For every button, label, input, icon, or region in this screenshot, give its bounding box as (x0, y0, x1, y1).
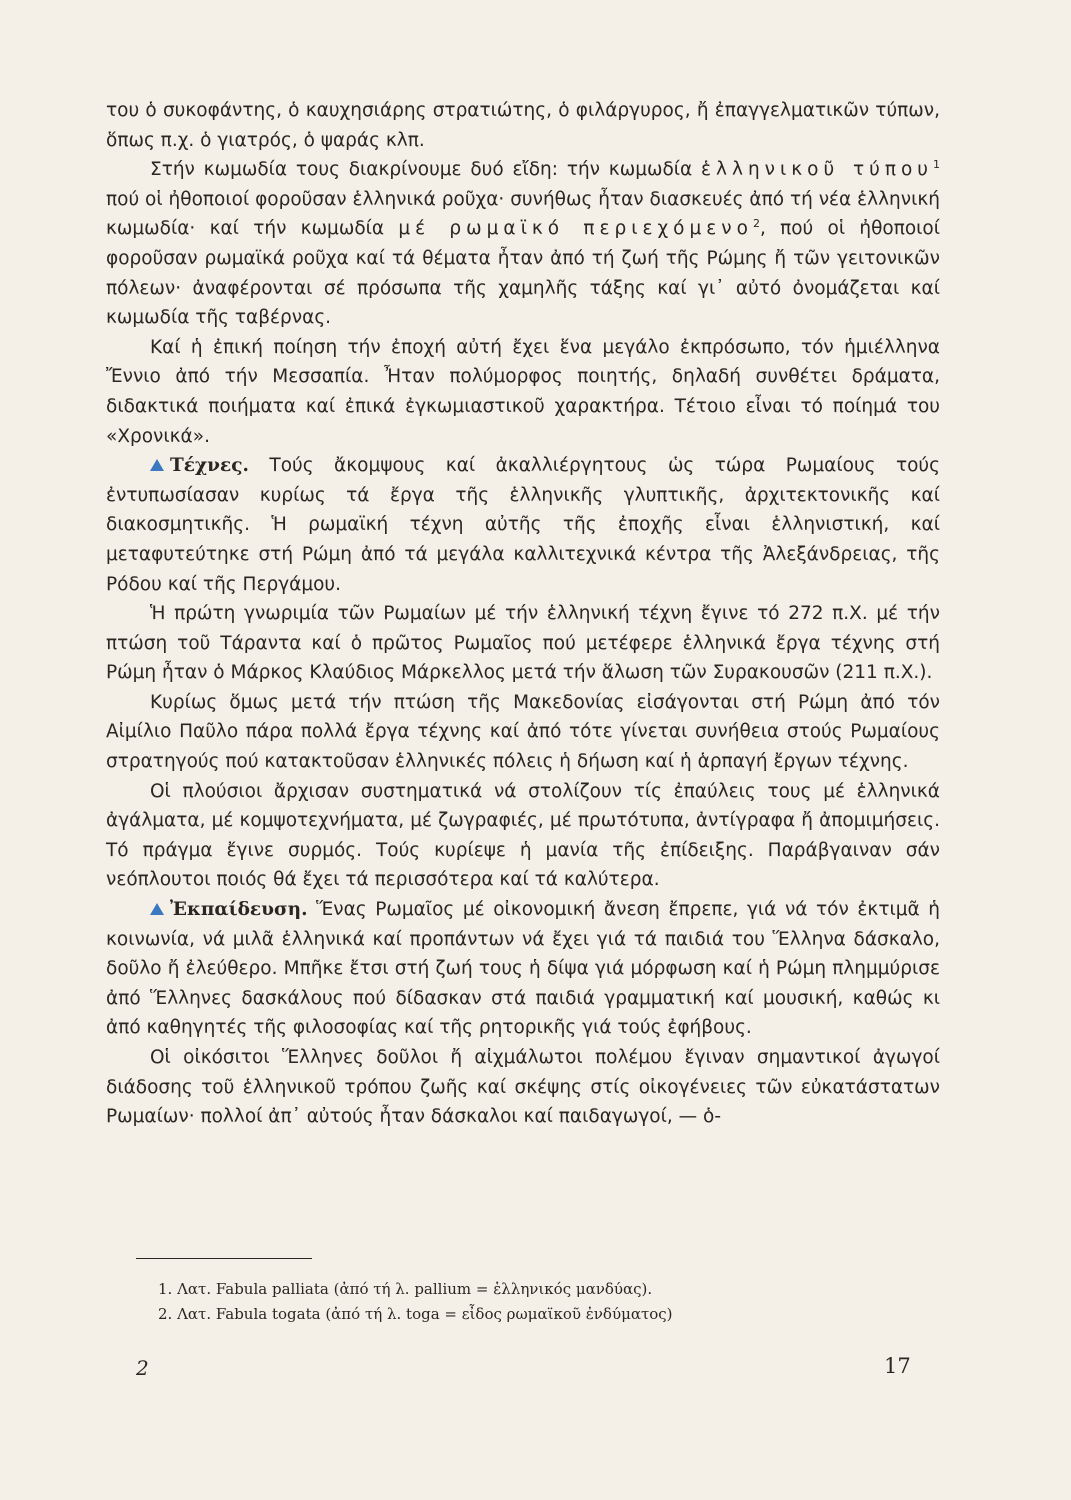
text-run: Τούς ἄκομψους καί ἀκαλλιέργητους ὡς τώρα Ρωμαίους τούς ἐντυπωσίασαν κυρίως τά ἔργα τῆς ἑλληνικῆς γλυπτικῆς, ἀρχιτεκτονικῆς καί διακοσμητικῆς. Ἡ ρωμαϊκή τέχνη αὐτῆς τῆς ἐποχῆς εἶναι ἑλληνιστική, καί μεταφυτεύτηκε στή Ρώμη ἀπό τά μεγάλα καλλιτεχνικά κέντρα τῆς Ἀλεξάνδρειας, τῆς Ρόδου καί τῆς Περγάμου. (106, 455, 940, 595)
text-run: πού οἱ ἠθοποιοί φοροῦσαν ἑλληνικά ροῦχα· συνήθως ἦταν διασκευές ἀπό τή νέα ἑλληνική κωμωδία· καί τήν κωμωδία (106, 188, 940, 240)
text-run: μέ ρωμαϊκό περιεχόμενο (398, 218, 753, 240)
footnote-ref: 2 (752, 217, 760, 231)
section-heading: Ἐκπαίδευση. (170, 899, 308, 921)
paragraph-p2 (106, 155, 940, 333)
page-number: 17 (884, 1354, 911, 1378)
text-run: Οἱ οἰκόσιτοι Ἕλληνες δοῦλοι ἤ αἰχμάλωτοι πολέμου ἔγιναν σημαντικοί ἀγωγοί διάδοσης τοῦ ἑλληνικοῦ τρόπου ζωῆς καί σκέψης στίς οἰκογένειες τῶν εὐκατάστατων Ρωμαίων· πολλοί ἀπ᾿ αὐτούς ἦταν δάσκαλοι καί παιδαγωγοί, — ὁ- (106, 1047, 940, 1128)
text-run: Κυρίως ὅμως μετά τήν πτώση τῆς Μακεδονίας εἰσάγονται στή Ρώμη ἀπό τόν Αἰμίλιο Παῦλο πάρα πολλά ἔργα τέχνης καί ἀπό τότε γίνεται συνήθεια στούς Ρωμαίους στρατηγούς πού κατακτοῦσαν ἑλληνικές πόλεις ἡ δήωση καί ἡ ἁρπαγή ἔργων τέχνης. (106, 691, 940, 773)
section-triangle-icon (150, 903, 164, 915)
main-text (106, 96, 940, 1132)
section-heading: Τέχνες. (170, 455, 249, 477)
text-run: ἑλληνικοῦ τύπου (701, 159, 933, 181)
footnote-ref: 1 (933, 158, 940, 172)
paragraph-p8 (106, 895, 940, 1043)
text-run: Ἡ πρώτη γνωριμία τῶν Ρωμαίων μέ τήν ἑλληνική τέχνη ἔγινε τό 272 π.Χ. μέ τήν πτώση τοῦ Τάραντα καί ὁ πρῶτος Ρωμαῖος πού μετέφερε ἑλληνικά ἔργα τέχνης στή Ρώμη ἦταν ὁ Μάρκος Κλαύδιος Μάρκελλος μετά τήν ἅλωση τῶν Συρακουσῶν (211 π.Χ.). (106, 603, 940, 684)
footnote-1: 1. Λατ. Fabula palliata (ἀπό τή λ. pallium = ἑλληνικός μανδύας). (158, 1280, 653, 1298)
text-run: του ὁ συκοφάντης, ὁ καυχησιάρης στρατιώτης, ὁ φιλάργυρος, ἤ ἐπαγγελματικῶν τύπων, ὅπως π.χ. ὁ γιατρός, ὁ ψαράς κλπ. (106, 100, 940, 151)
section-triangle-icon (150, 459, 164, 471)
text-run: , πού οἱ ἠθοποιοί φοροῦσαν ρωμαϊκά ροῦχα καί τά θέματα ἦταν ἀπό τή ζωή τῆς Ρώμης ἤ τῶν γειτονικῶν πόλεων· ἀναφέρονται σέ πρόσωπα τῆς χαμηλῆς τάξης καί γι᾿ αὐτό ὀνομάζεται καί κωμωδία τῆς ταβέρνας. (106, 218, 941, 329)
footnote-rule (136, 1258, 312, 1259)
text-run: Στήν κωμωδία τους διακρίνουμε δυό εἴδη: τήν κωμωδία (150, 159, 702, 181)
paragraph-p1 (106, 96, 940, 155)
footnote-2: 2. Λατ. Fabula togata (ἀπό τή λ. toga = εἶδος ρωμαϊκοῦ ἐνδύματος) (158, 1305, 673, 1323)
text-run: Ἕνας Ρωμαῖος μέ οἰκονομική ἄνεση ἔπρεπε, γιά νά τόν ἐκτιμᾶ ἡ κοινωνία, νά μιλᾶ ἑλληνικά καί προπάντων νά ἔχει γιά τά παιδιά του Ἕλληνα δάσκαλο, δοῦλο ἤ ἐλεύθερο. Μπῆκε ἔτσι στή ζωή τους ἡ δίψα γιά μόρφωση καί ἡ Ρώμη πλημμύρισε ἀπό Ἕλληνες δασκάλους πού δίδασκαν στά παιδιά γραμματική καί μουσική, καθώς κι ἀπό καθηγητές τῆς φιλοσοφίας καί τῆς ρητορικῆς γιά τούς ἐφήβους. (106, 899, 940, 1039)
paragraph-p3 (106, 333, 940, 451)
sheet-number: 2 (136, 1356, 149, 1380)
footnotes (158, 1277, 918, 1327)
paragraph-p4 (106, 451, 940, 599)
paragraph-p6 (106, 688, 940, 777)
paragraph-p7 (106, 777, 940, 895)
text-run: Οἱ πλούσιοι ἄρχισαν συστηματικά νά στολίζουν τίς ἐπαύλεις τους μέ ἑλληνικά ἀγάλματα, μέ κομψοτεχνήματα, μέ ζωγραφιές, μέ πρωτότυπα, ἀντίγραφα ἤ ἀπομιμήσεις. Τό πράγμα ἔγινε συρμός. Τούς κυρίεψε ἡ μανία τῆς ἐπίδειξης. Παράβγαιναν σάν νεόπλουτοι ποιός θά ἔχει τά περισσότερα καί τά καλύτερα. (106, 780, 940, 891)
text-run: Καί ἡ ἐπική ποίηση τήν ἐποχή αὐτή ἔχει ἕνα μεγάλο ἐκπρόσωπο, τόν ἡμιέλληνα Ἔννιο ἀπό τήν Μεσσαπία. Ἦταν πολύμορφος ποιητής, δηλαδή συνθέτει δράματα, διδακτικά ποιήματα καί ἐπικά ἐγκωμιαστικοῦ χαρακτήρα. Τέτοιο εἶναι τό ποίημά του «Χρονικά». (106, 336, 940, 447)
paragraph-p5 (106, 599, 940, 688)
paragraph-p9 (106, 1043, 940, 1132)
